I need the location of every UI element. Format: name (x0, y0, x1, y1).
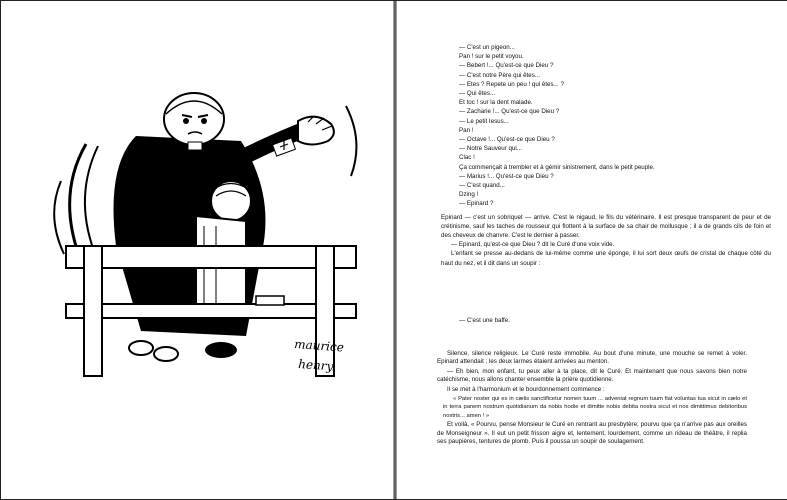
svg-text:henry.: henry. (297, 357, 336, 374)
text-column-bottom (437, 350, 747, 447)
dialogue-line: — Le petit Iesus... (459, 117, 509, 125)
dialogue-line: — Zacharie !... Qu'est-ce que Dieu ? (459, 108, 560, 116)
paragraph-enfant: — Eh bien, mon enfant, tu peux aller à ta place, dit le Curé. Et maintenant que nous savons bien notre catéchisme, nous allons chanter ensemble la prière quotidienne. (437, 367, 747, 384)
dialogue-line: — C'est quand... (459, 182, 505, 190)
dialogue-line: — Etes ? Repete un peu ! qui êtes... ? (459, 80, 564, 88)
dialogue-line: — Octave !... Qu'est-ce que Dieu ? (459, 136, 555, 144)
right-page (397, 1, 787, 499)
dialogue-line: Ça commençait à trembler et à gémir sinistrement, dans le petit peuple. (459, 163, 655, 171)
dialogue-line: — Marius !... Qu'est-ce que Dieu ? (459, 172, 554, 180)
dialogue-line: Dzing ! (459, 191, 479, 199)
priest-slapping-boy-illustration (46, 86, 376, 386)
dialogue-line: — Notre Sauveur qui... (459, 145, 522, 153)
dialogue-line: — Qui êtes... (459, 90, 496, 98)
dialogue-line: — C'est notre Père qui êtes... (459, 71, 540, 79)
dialogue-line: Et toc ! sur la dent malade. (459, 99, 533, 107)
dialogue-line: Pan ! sur le petit voyou. (459, 53, 524, 61)
text-column (441, 43, 771, 325)
dialogue-line: — Epinard ? (459, 200, 494, 208)
paragraph-question: — Epinard, qu'est-ce que Dieu ? dit le Curé d'une voix vide. (451, 241, 615, 249)
dialogue-line: Clac ! (459, 154, 475, 162)
dialogue-line: Pan ! (459, 126, 474, 134)
paragraph-voila: Et voilà, « Pourvu, pense Monsieur le Curé en rentrant au presbytère, pourvu que ça n'arrive pas aux oreilles de Monseigneur ». Il eut un petit frisson aigre et, lentement, lourdement, comme un rideau de théâtre, il replia ses paupières, tentures de plomb. Puis il poussa un soupir de soulagement. (437, 421, 747, 446)
paragraph-epinard: Epinard — c'est un sobriquet — arrive. C'est le nigaud, le fils du vétérinaire. Il est presque transparent de peur et de crétinisme, sauf les taches de rousseur qui flottent à la surface de sa chair de mollusque ; il a de grands cils de foin et des cheveux de chanvre. C'est le dernier à passer. (441, 213, 771, 240)
paragraph-silence: Silence, silence religieux. Le Curé reste immobile. Au bout d'une minute, une mouche se remet à voler. Epinard attendait ; les deux larmes étaient arrivées au menton. (437, 350, 747, 366)
baffe-line: — C'est une baffe. (459, 316, 510, 324)
paragraph-harmonium: Il se met à l'harmonium et le bourdonnement commence : (447, 385, 605, 393)
dialogue-line: — Bebert !... Qu'est-ce que Dieu ? (459, 62, 554, 70)
paragraph-eponge: L'enfant se presse au-dedans de lui-même comme une éponge, il lui sort deux œufs de cristal de chaque côté du haut du nez, et il dit dans un soupir : (441, 250, 771, 267)
dialogue-line: — C'est un pigeon... (459, 44, 515, 51)
paragraph-pater: « Pater noster qui es in cælis sanctificetur nomen tuum ... adveniat regnum tuum fiat voluntas tua sicut in cælo et in terra panem nostrum quotidianum da nobis hodie et dimitte nobis debita nostra sicut et nos dimittimus debitoribus nostris... amen ! » (443, 396, 747, 419)
svg-text:maurice: maurice (293, 337, 345, 355)
left-page (1, 1, 393, 499)
